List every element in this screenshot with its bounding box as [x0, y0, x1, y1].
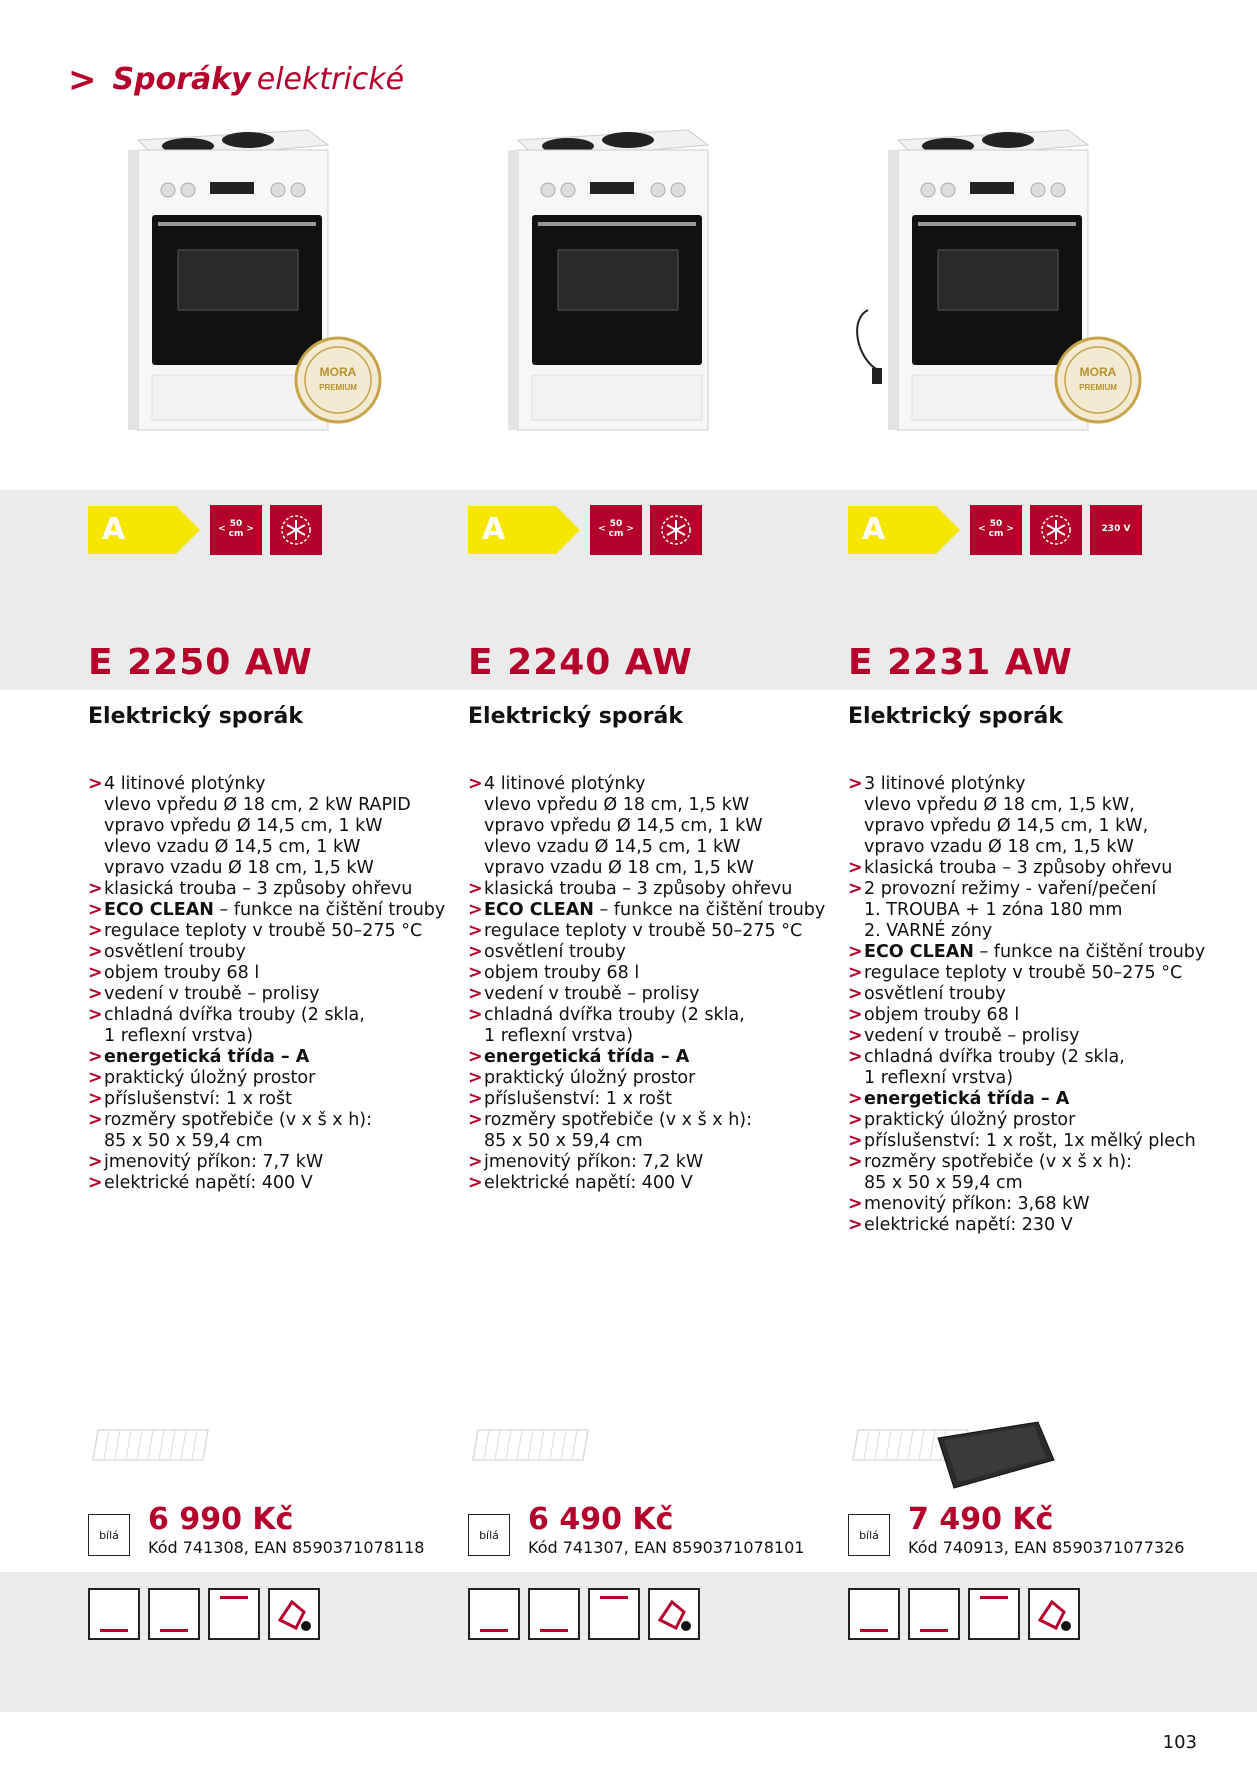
- spec-line: [484, 984, 699, 1005]
- spec-line: [484, 879, 792, 900]
- size-label: 50 cm: [228, 519, 244, 539]
- spec-text: vpravo vpředu Ø 14,5 cm, 1 kW: [104, 816, 383, 836]
- bullet-chevron-icon: >: [848, 963, 863, 983]
- spec-text: praktický úložný prostor: [104, 1068, 316, 1088]
- svg-text:PREMIUM: PREMIUM: [1079, 383, 1117, 392]
- spec-item: [468, 1173, 848, 1194]
- spec-bold: ECO CLEAN: [484, 900, 594, 920]
- spec-text: vedení v troubě – prolisy: [484, 984, 700, 1004]
- spec-item: [848, 1110, 1228, 1131]
- spec-bold: energetická třída – A: [484, 1047, 690, 1067]
- bullet-chevron-icon: >: [848, 1215, 863, 1235]
- spec-line: [484, 1089, 672, 1110]
- spec-line: [864, 879, 1156, 900]
- bullet-chevron-icon: >: [848, 858, 863, 878]
- spec-text: vedení v troubě – prolisy: [864, 1026, 1080, 1046]
- feature-icons: [848, 1588, 1080, 1640]
- product-code: Kód 740913, EAN 8590371077326: [908, 1538, 1185, 1557]
- spec-line: [864, 984, 1006, 1005]
- spec-item: [468, 1005, 848, 1047]
- spec-text: regulace teploty v troubě 50–275 °C: [864, 963, 1183, 983]
- spec-line: [104, 1047, 309, 1068]
- energy-class-letter: A: [482, 512, 506, 547]
- bullet-chevron-icon: >: [848, 1026, 863, 1046]
- spec-item: [88, 774, 468, 879]
- spec-line: [484, 816, 763, 837]
- spec-line: [104, 942, 246, 963]
- spec-line: [864, 1110, 1075, 1131]
- spec-text: vlevo vzadu Ø 14,5 cm, 1 kW: [484, 837, 741, 857]
- spec-line: [864, 1068, 1125, 1089]
- spec-text: osvětlení trouby: [484, 942, 626, 962]
- spec-line: [104, 1152, 323, 1173]
- width-50cm-icon: < 50 cm >: [590, 505, 642, 555]
- spec-item: [468, 774, 848, 879]
- feature-box-icon: [88, 1588, 140, 1640]
- spec-item: [88, 1089, 468, 1110]
- spec-line: [104, 1131, 372, 1152]
- spec-text: osvětlení trouby: [104, 942, 246, 962]
- energy-class-letter: A: [102, 512, 126, 547]
- svg-text:PREMIUM: PREMIUM: [319, 383, 357, 392]
- feature-box-icon: [908, 1588, 960, 1640]
- spec-item: [88, 1005, 468, 1047]
- bullet-chevron-icon: >: [88, 900, 103, 920]
- spec-text: vlevo vpředu Ø 18 cm, 1,5 kW,: [864, 795, 1135, 815]
- spec-line: [864, 900, 1156, 921]
- size-label: 50 cm: [988, 519, 1004, 539]
- energy-class-letter: A: [862, 512, 886, 547]
- spec-text: – funkce na čištění trouby: [973, 942, 1206, 962]
- spec-text: příslušenství: 1 x rošt: [104, 1089, 292, 1109]
- bullet-chevron-icon: >: [88, 1047, 103, 1067]
- spec-text: 4 litinové plotýnky: [104, 774, 266, 794]
- spec-line: [104, 1068, 315, 1089]
- feature-box-icon: [968, 1588, 1020, 1640]
- spec-item: [88, 1110, 468, 1152]
- product-code: Kód 741308, EAN 8590371078118: [148, 1538, 425, 1557]
- spec-text: – funkce na čištění trouby: [213, 900, 446, 920]
- bullet-chevron-icon: >: [848, 1110, 863, 1130]
- model-name: E 2231 AW: [848, 642, 1073, 683]
- bullet-chevron-icon: >: [848, 1152, 863, 1172]
- spec-line: [864, 1194, 1090, 1215]
- header-title-bold: Sporáky: [112, 62, 251, 97]
- spec-text: příslušenství: 1 x rošt: [484, 1089, 672, 1109]
- energy-class-badge: [848, 506, 960, 554]
- spec-text: jmenovitý příkon: 7,7 kW: [104, 1152, 324, 1172]
- spec-item: [88, 1068, 468, 1089]
- spec-item: [848, 774, 1228, 858]
- spec-text: regulace teploty v troubě 50–275 °C: [484, 921, 803, 941]
- size-label: 50 cm: [608, 519, 624, 539]
- spec-text: chladná dvířka trouby (2 skla,: [484, 1005, 745, 1025]
- spec-line: [864, 963, 1182, 984]
- hand-care-icon: [648, 1588, 700, 1640]
- spec-item: [468, 984, 848, 1005]
- product-subtitle: Elektrický sporák: [468, 704, 683, 729]
- spec-item: [88, 1047, 468, 1068]
- spec-list: [88, 774, 468, 1194]
- bullet-chevron-icon: >: [468, 1005, 483, 1025]
- spec-item: [88, 879, 468, 900]
- wire-rack-image: [468, 1425, 598, 1465]
- spec-text: osvětlení trouby: [864, 984, 1006, 1004]
- spec-bold: ECO CLEAN: [104, 900, 214, 920]
- baking-tray-image: [928, 1420, 1058, 1492]
- spec-text: klasická trouba – 3 způsoby ohřevu: [864, 858, 1173, 878]
- feature-box-icon: [588, 1588, 640, 1640]
- spec-text: klasická trouba – 3 způsoby ohřevu: [104, 879, 413, 899]
- spec-text: klasická trouba – 3 způsoby ohřevu: [484, 879, 793, 899]
- spec-text: rozměry spotřebiče (v x š x h):: [484, 1110, 753, 1130]
- spec-line: [864, 1026, 1079, 1047]
- spec-line: [104, 1173, 313, 1194]
- bullet-chevron-icon: >: [848, 942, 863, 962]
- spec-text: praktický úložný prostor: [484, 1068, 696, 1088]
- product-card: [848, 0, 1228, 1785]
- spec-line: [484, 1047, 689, 1068]
- spec-line: [104, 816, 411, 837]
- feature-box-icon: [148, 1588, 200, 1640]
- spec-text: vpravo vzadu Ø 18 cm, 1,5 kW: [104, 858, 374, 878]
- bullet-chevron-icon: >: [88, 1068, 103, 1088]
- spec-line: [104, 1026, 365, 1047]
- spec-item: [468, 1089, 848, 1110]
- color-swatch-label: bílá: [88, 1514, 130, 1556]
- spec-item: [88, 942, 468, 963]
- energy-class-badge: [468, 506, 580, 554]
- spec-text: vlevo vpředu Ø 18 cm, 1,5 kW: [484, 795, 750, 815]
- spec-text: 85 x 50 x 59,4 cm: [104, 1131, 263, 1151]
- bullet-chevron-icon: >: [848, 1047, 863, 1067]
- bullet-chevron-icon: >: [848, 1194, 863, 1214]
- spec-line: [104, 837, 411, 858]
- spec-line: [864, 1215, 1073, 1236]
- bullet-chevron-icon: >: [468, 1152, 483, 1172]
- bullet-chevron-icon: >: [468, 942, 483, 962]
- spec-item: [848, 1131, 1228, 1152]
- bullet-chevron-icon: >: [88, 921, 103, 941]
- spec-text: rozměry spotřebiče (v x š x h):: [864, 1152, 1133, 1172]
- spec-list: [848, 774, 1228, 1236]
- spec-line: [864, 1173, 1132, 1194]
- bullet-chevron-icon: >: [88, 879, 103, 899]
- feature-box-icon: [528, 1588, 580, 1640]
- spec-item: [848, 942, 1228, 963]
- spec-item: [468, 879, 848, 900]
- spec-item: [848, 963, 1228, 984]
- spec-line: [104, 858, 411, 879]
- page-number: 103: [1162, 1732, 1197, 1753]
- spec-item: [848, 1026, 1228, 1047]
- bullet-chevron-icon: >: [848, 879, 863, 899]
- product-card: [88, 0, 468, 1785]
- price: 6 990 Kč: [148, 1502, 294, 1537]
- spec-text: 1. TROUBA + 1 zóna 180 mm: [864, 900, 1123, 920]
- spec-line: [864, 1089, 1069, 1110]
- spec-text: vlevo vpředu Ø 18 cm, 2 kW RAPID: [104, 795, 411, 815]
- spec-line: [484, 1068, 695, 1089]
- badge-row: [848, 505, 1142, 555]
- spec-line: [484, 942, 626, 963]
- spec-text: vpravo vpředu Ø 14,5 cm, 1 kW,: [864, 816, 1149, 836]
- bullet-chevron-icon: >: [848, 1005, 863, 1025]
- spec-item: [848, 1089, 1228, 1110]
- spec-item: [468, 921, 848, 942]
- fan-snowflake-icon: [1030, 505, 1082, 555]
- badge-row: [88, 505, 322, 555]
- spec-text: jmenovitý příkon: 7,2 kW: [484, 1152, 704, 1172]
- bullet-chevron-icon: >: [468, 1089, 483, 1109]
- spec-text: vpravo vzadu Ø 18 cm, 1,5 kW: [484, 858, 754, 878]
- model-name: E 2250 AW: [88, 642, 313, 683]
- spec-line: [484, 921, 802, 942]
- price: 6 490 Kč: [528, 1502, 674, 1537]
- spec-line: [864, 1131, 1196, 1152]
- spec-line: [104, 1110, 372, 1131]
- spec-line: [104, 879, 412, 900]
- bullet-chevron-icon: >: [88, 1173, 103, 1193]
- header-title-rest: elektrické: [256, 62, 405, 97]
- spec-text: 4 litinové plotýnky: [484, 774, 646, 794]
- spec-line: [484, 1026, 745, 1047]
- spec-bold: ECO CLEAN: [864, 942, 974, 962]
- spec-line: [864, 1152, 1132, 1173]
- spec-line: [484, 900, 825, 921]
- bullet-chevron-icon: >: [468, 921, 483, 941]
- hand-care-icon: [268, 1588, 320, 1640]
- spec-item: [88, 921, 468, 942]
- spec-text: 1 reflexní vrstva): [484, 1026, 634, 1046]
- spec-item: [468, 1068, 848, 1089]
- spec-text: chladná dvířka trouby (2 skla,: [864, 1047, 1125, 1067]
- spec-line: [864, 837, 1148, 858]
- spec-text: 3 litinové plotýnky: [864, 774, 1026, 794]
- spec-line: [484, 858, 763, 879]
- spec-item: [88, 900, 468, 921]
- spec-item: [848, 858, 1228, 879]
- stove-product-image: [468, 120, 798, 480]
- spec-text: chladná dvířka trouby (2 skla,: [104, 1005, 365, 1025]
- spec-text: – funkce na čištění trouby: [593, 900, 826, 920]
- bullet-chevron-icon: >: [88, 1089, 103, 1109]
- spec-line: [484, 963, 639, 984]
- product-code: Kód 741307, EAN 8590371078101: [528, 1538, 805, 1557]
- feature-box-icon: [468, 1588, 520, 1640]
- feature-icons: [468, 1588, 700, 1640]
- chevron-right-icon: >: [68, 59, 97, 100]
- spec-line: [104, 774, 411, 795]
- bullet-chevron-icon: >: [88, 1152, 103, 1172]
- bullet-chevron-icon: >: [468, 879, 483, 899]
- fan-snowflake-icon: [270, 505, 322, 555]
- spec-item: [848, 1047, 1228, 1089]
- color-swatch-label: bílá: [848, 1514, 890, 1556]
- spec-text: 1 reflexní vrstva): [104, 1026, 254, 1046]
- bullet-chevron-icon: >: [88, 942, 103, 962]
- spec-text: vpravo vzadu Ø 18 cm, 1,5 kW: [864, 837, 1134, 857]
- bullet-chevron-icon: >: [88, 1005, 103, 1025]
- spec-item: [848, 1194, 1228, 1215]
- wire-rack-image: [88, 1425, 218, 1465]
- spec-text: elektrické napětí: 400 V: [484, 1173, 693, 1193]
- bullet-chevron-icon: >: [848, 774, 863, 794]
- bullet-chevron-icon: >: [848, 1131, 863, 1151]
- product-subtitle: Elektrický sporák: [88, 704, 303, 729]
- bullet-chevron-icon: >: [468, 774, 483, 794]
- spec-text: příslušenství: 1 x rošt, 1x mělký plech: [864, 1131, 1196, 1151]
- spec-text: rozměry spotřebiče (v x š x h):: [104, 1110, 373, 1130]
- spec-text: 2. VARNÉ zóny: [864, 921, 993, 941]
- spec-item: [848, 1215, 1228, 1236]
- price: 7 490 Kč: [908, 1502, 1054, 1537]
- bullet-chevron-icon: >: [468, 963, 483, 983]
- spec-line: [864, 795, 1148, 816]
- spec-text: 85 x 50 x 59,4 cm: [484, 1131, 643, 1151]
- spec-line: [484, 795, 763, 816]
- bullet-chevron-icon: >: [468, 1110, 483, 1130]
- spec-line: [104, 900, 445, 921]
- spec-text: 2 provozní režimy - vaření/pečení: [864, 879, 1157, 899]
- spec-line: [864, 1047, 1125, 1068]
- spec-line: [484, 1152, 703, 1173]
- spec-list: [468, 774, 848, 1194]
- width-50cm-icon: < 50 cm >: [210, 505, 262, 555]
- feature-box-icon: [848, 1588, 900, 1640]
- width-50cm-icon: < 50 cm >: [970, 505, 1022, 555]
- spec-line: [484, 837, 763, 858]
- spec-bold: energetická třída – A: [864, 1089, 1070, 1109]
- spec-text: menovitý příkon: 3,68 kW: [864, 1194, 1090, 1214]
- spec-item: [88, 1152, 468, 1173]
- spec-line: [104, 1005, 365, 1026]
- spec-item: [848, 1005, 1228, 1026]
- bullet-chevron-icon: >: [848, 1089, 863, 1109]
- fan-snowflake-icon: [650, 505, 702, 555]
- product-subtitle: Elektrický sporák: [848, 704, 1063, 729]
- spec-text: elektrické napětí: 400 V: [104, 1173, 313, 1193]
- spec-line: [864, 858, 1172, 879]
- spec-text: regulace teploty v troubě 50–275 °C: [104, 921, 423, 941]
- spec-line: [484, 1131, 752, 1152]
- spec-line: [864, 774, 1148, 795]
- spec-line: [864, 1005, 1019, 1026]
- spec-line: [484, 1110, 752, 1131]
- spec-item: [468, 900, 848, 921]
- spec-line: [864, 942, 1205, 963]
- spec-text: 85 x 50 x 59,4 cm: [864, 1173, 1023, 1193]
- product-card: [468, 0, 848, 1785]
- spec-text: vedení v troubě – prolisy: [104, 984, 320, 1004]
- bullet-chevron-icon: >: [468, 1068, 483, 1088]
- spec-item: [468, 963, 848, 984]
- spec-line: [104, 984, 319, 1005]
- spec-item: [88, 1173, 468, 1194]
- spec-line: [104, 795, 411, 816]
- spec-text: objem trouby 68 l: [484, 963, 640, 983]
- spec-text: elektrické napětí: 230 V: [864, 1215, 1073, 1235]
- bullet-chevron-icon: >: [468, 1173, 483, 1193]
- spec-text: praktický úložný prostor: [864, 1110, 1076, 1130]
- spec-item: [88, 984, 468, 1005]
- bullet-chevron-icon: >: [88, 984, 103, 1004]
- spec-line: [864, 816, 1148, 837]
- spec-line: [484, 774, 763, 795]
- bullet-chevron-icon: >: [88, 963, 103, 983]
- bullet-chevron-icon: >: [848, 984, 863, 1004]
- spec-item: [88, 963, 468, 984]
- spec-text: objem trouby 68 l: [104, 963, 260, 983]
- hand-care-icon: [1028, 1588, 1080, 1640]
- energy-class-badge: [88, 506, 200, 554]
- spec-text: 1 reflexní vrstva): [864, 1068, 1014, 1088]
- feature-box-icon: [208, 1588, 260, 1640]
- bullet-chevron-icon: >: [468, 900, 483, 920]
- spec-item: [848, 879, 1228, 942]
- voltage-badge: 230 V: [1090, 505, 1142, 555]
- spec-item: [848, 984, 1228, 1005]
- bullet-chevron-icon: >: [468, 984, 483, 1004]
- spec-item: [468, 1110, 848, 1152]
- spec-line: [484, 1173, 693, 1194]
- spec-line: [104, 921, 422, 942]
- spec-item: [848, 1152, 1228, 1194]
- spec-line: [484, 1005, 745, 1026]
- bullet-chevron-icon: >: [88, 1110, 103, 1130]
- spec-item: [468, 1152, 848, 1173]
- spec-bold: energetická třída – A: [104, 1047, 310, 1067]
- spec-text: vlevo vzadu Ø 14,5 cm, 1 kW: [104, 837, 361, 857]
- feature-icons: [88, 1588, 320, 1640]
- svg-text:MORA: MORA: [1079, 365, 1117, 379]
- svg-text:MORA: MORA: [319, 365, 357, 379]
- spec-line: [104, 1089, 292, 1110]
- stove-product-image: [848, 120, 1178, 480]
- badge-row: [468, 505, 702, 555]
- spec-item: [468, 942, 848, 963]
- spec-item: [468, 1047, 848, 1068]
- color-swatch-label: bílá: [468, 1514, 510, 1556]
- spec-text: objem trouby 68 l: [864, 1005, 1020, 1025]
- bullet-chevron-icon: >: [88, 774, 103, 794]
- stove-product-image: [88, 120, 418, 480]
- model-name: E 2240 AW: [468, 642, 693, 683]
- spec-line: [864, 921, 1156, 942]
- spec-text: vpravo vpředu Ø 14,5 cm, 1 kW: [484, 816, 763, 836]
- spec-line: [104, 963, 259, 984]
- bullet-chevron-icon: >: [468, 1047, 483, 1067]
